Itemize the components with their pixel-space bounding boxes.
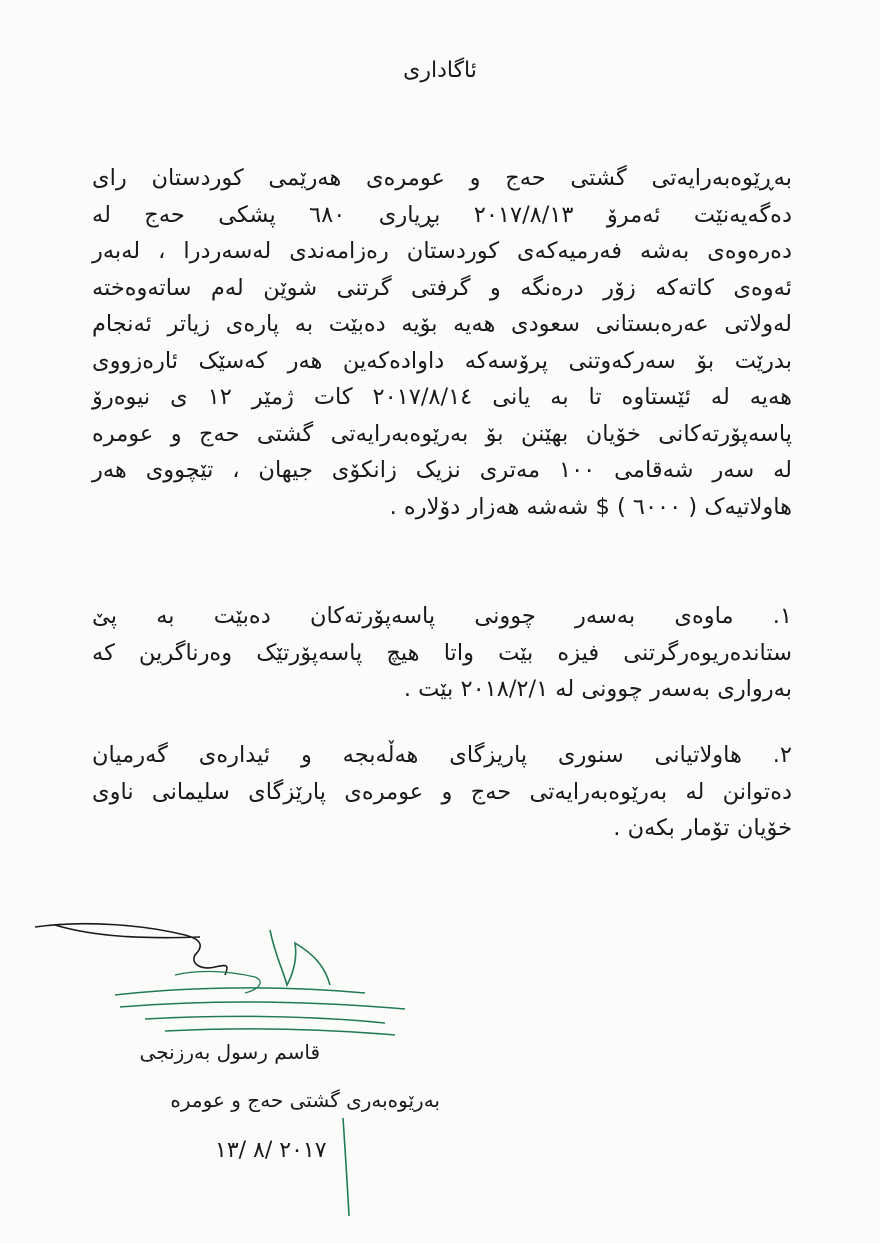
intro-line: هاولاتیەک ( ٦٠٠٠ ) $ شەشە هەزار دۆلارە .: [389, 493, 792, 520]
signer-title: بەرێوەبەری گشتی حەج و عومرە: [170, 1088, 440, 1112]
intro-line: لەولاتی عەرەبستانی سعودی هەیە بۆیە دەبێت بە پارەی زیاتر ئەنجام: [92, 311, 792, 337]
intro-line: بەڕێوەبەرایەتی گشتی حەج و عومرەی هەرێمی کوردستان رای: [92, 165, 792, 191]
intro-line: بدرێت بۆ سەرکەوتنی پرۆسەکە داوادەکەین هەر کەسێک ئارەزووی: [92, 347, 792, 374]
intro-line: لە سەر شەقامی ١٠٠ مەتری نزیک زانکۆی جیهان ، تێچووی هەر: [92, 457, 792, 483]
handwritten-stroke: [325, 1118, 395, 1218]
signer-name: قاسم رسول بەرزنجی: [139, 1040, 320, 1064]
intro-line: پاسەپۆرتەکانی خۆیان بهێنن بۆ بەرێوەبەرایەتی گشتی حەج و عومرە: [92, 420, 792, 447]
point-2-line: خۆیان تۆمار بکەن .: [613, 815, 792, 841]
intro-line: هەیە لە ئێستاوە تا بە یانی ٢٠١٧/٨/١٤ کات ژمێر ١٢ ی نیوەرۆ: [92, 384, 792, 410]
intro-line: دەرەوەی بەشە فەرمیەکەی کوردستان رەزامەندی لەسەردرا ، لەبەر: [92, 238, 792, 264]
intro-line: دەگەیەنێت ئەمرۆ ٢٠١٧/٨/١٣ بڕیاری ٦٨٠ پشکی حەج لە: [92, 201, 792, 228]
point-1-paragraph: [92, 598, 792, 708]
handwritten-signature: [25, 915, 425, 1045]
point-1-line: ستاندەریوەرگرتنی فیزە بێت واتا هیچ پاسەپۆرتێک وەرناگرین کە: [92, 639, 792, 666]
point-1-line: بەرواری بەسەر چوونی لە ٢٠١٨/٢/١ بێت .: [403, 676, 792, 702]
intro-line: ئەوەی کاتەکە زۆر درەنگە و گرفتی گرتنی شوێن لەم ساتەوەختە: [92, 274, 792, 301]
point-1-line: ١. ماوەی بەسەر چوونی پاسەپۆرتەکان دەبێت بە پێ: [92, 603, 792, 629]
document-title: ئاگاداری: [403, 58, 477, 83]
point-2-line: دەتوانن لە بەرێوەبەرایەتی حەج و عومرەی پارێزگای سلیمانی ناوی: [92, 778, 792, 805]
signed-date: ٢٠١٧ /٨ /١٣: [215, 1138, 327, 1163]
point-2-paragraph: [92, 737, 792, 847]
point-2-line: ٢. هاولاتیانی سنوری پاریزگای هەڵەبجە و ئیدارەی گەرمیان: [92, 742, 792, 768]
intro-paragraph: [92, 160, 792, 525]
